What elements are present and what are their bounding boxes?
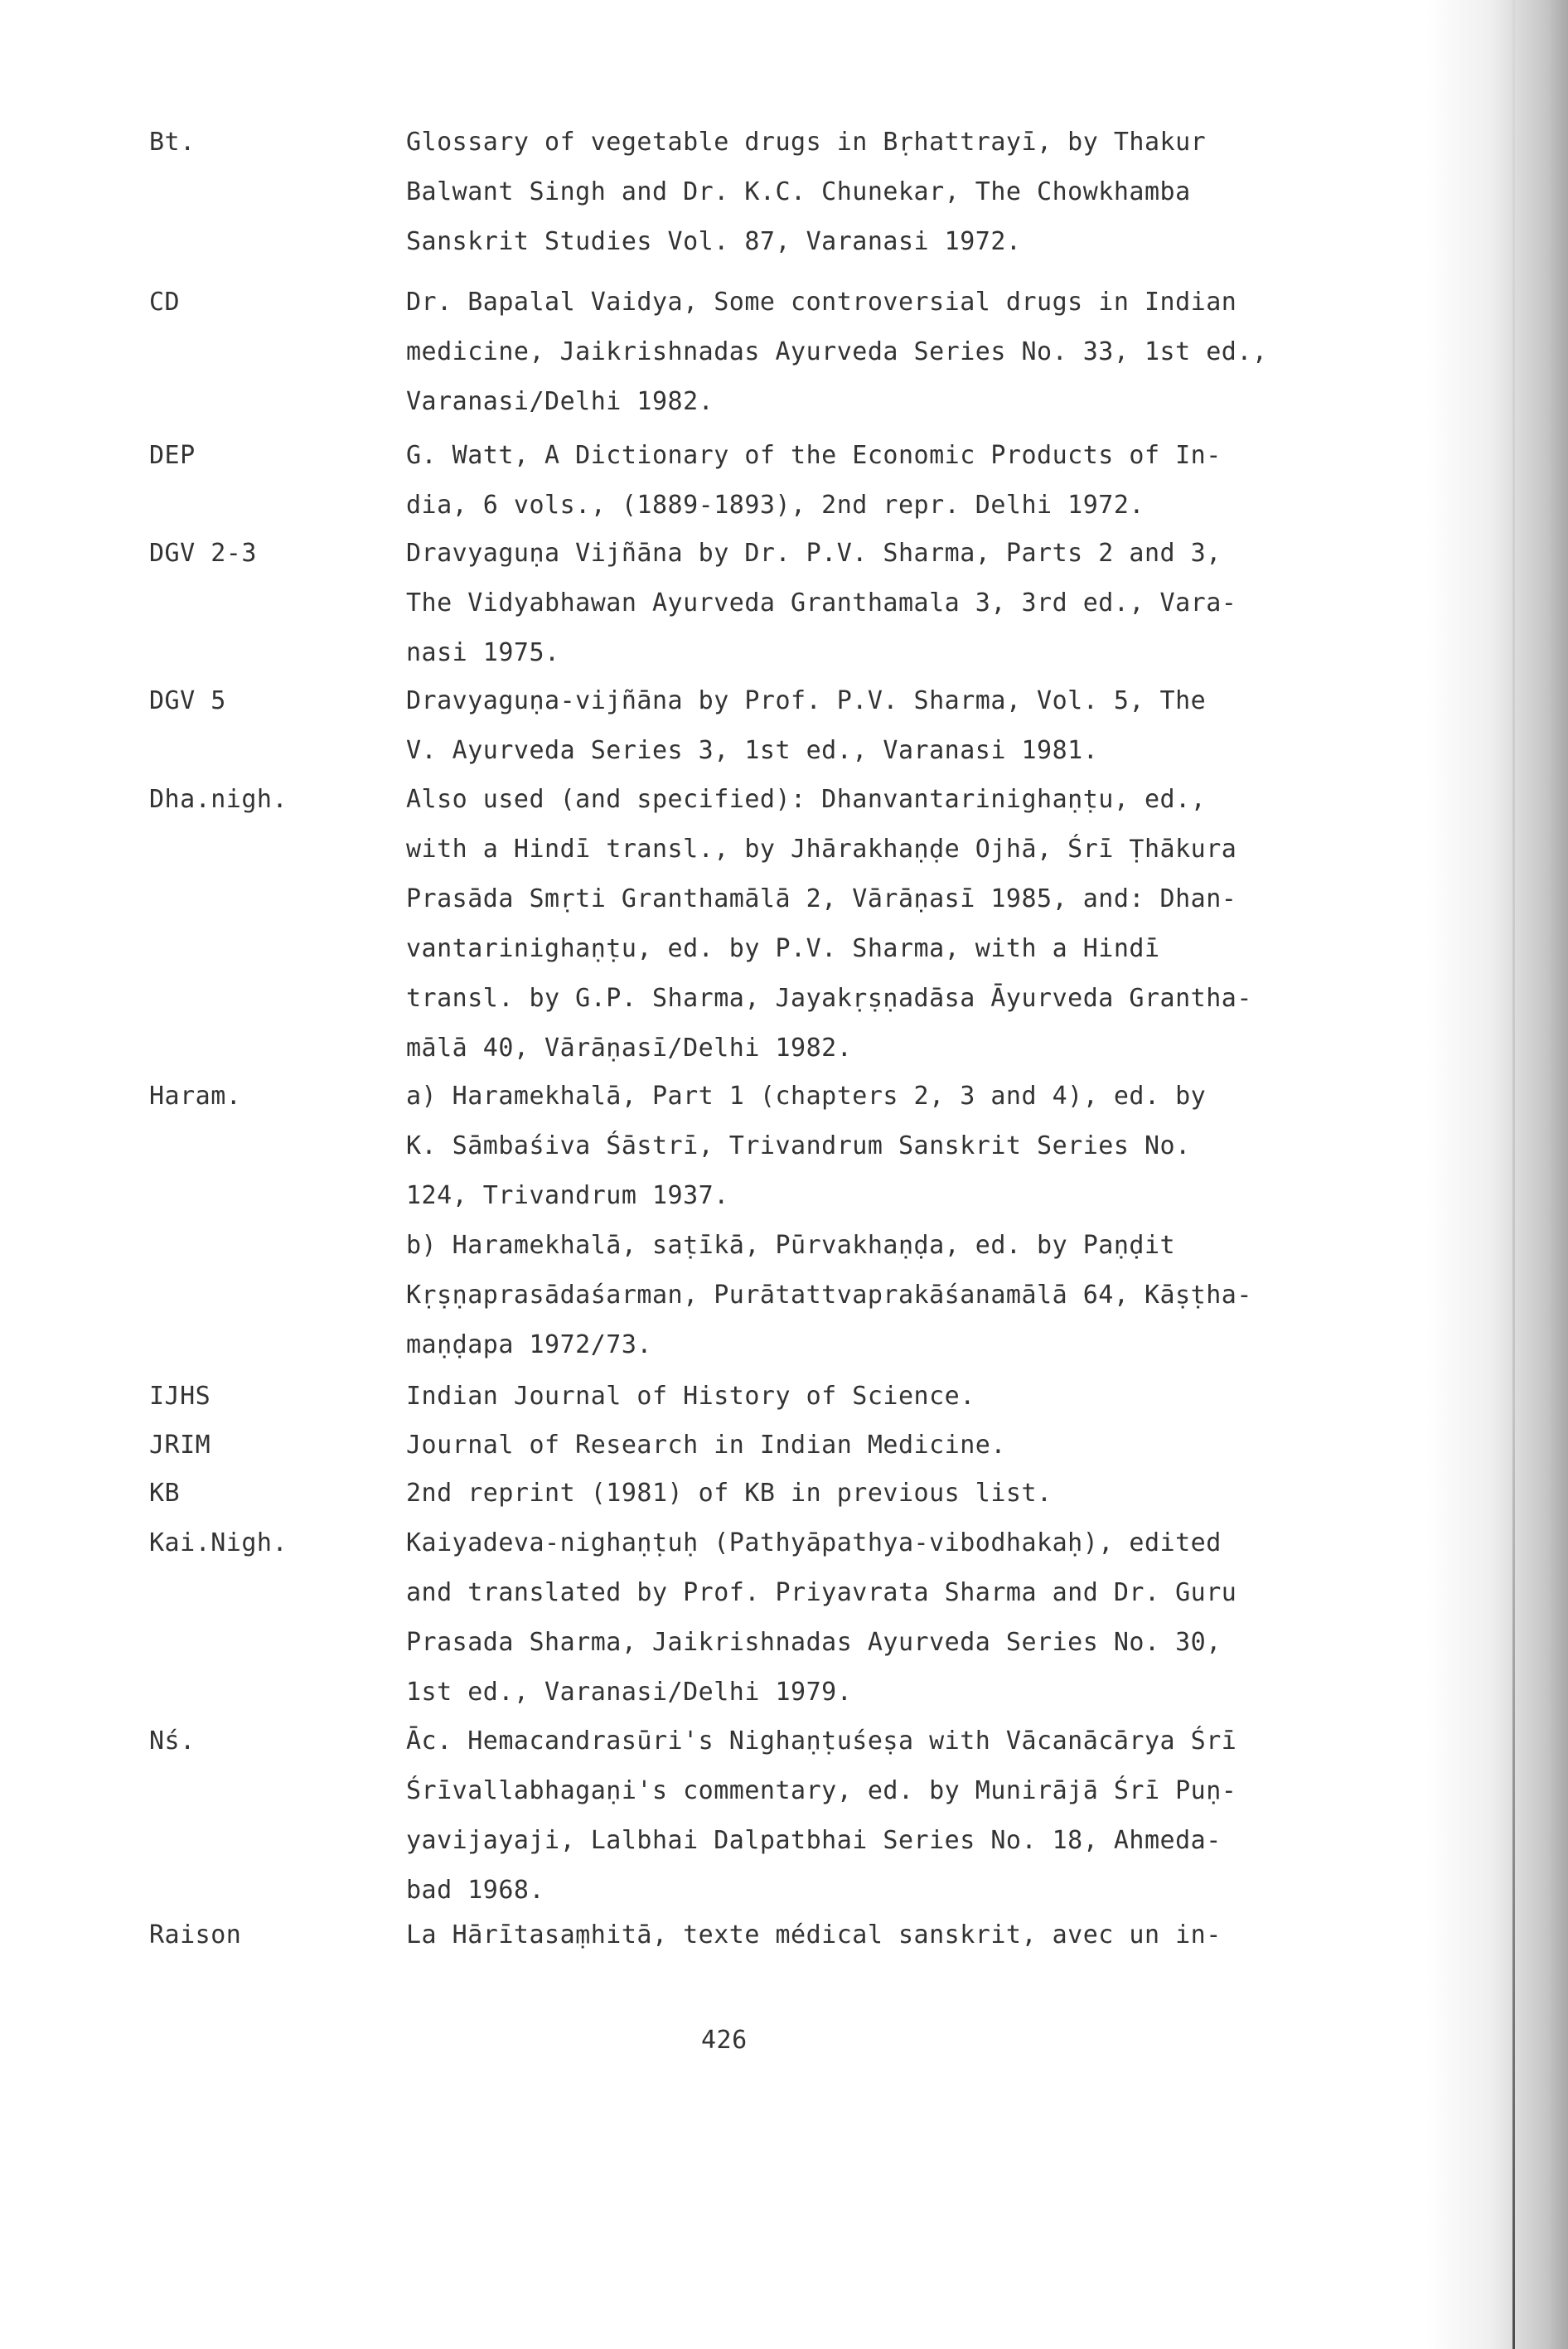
entry-description bbox=[406, 1469, 1401, 1518]
description-line: Kaiyadeva-nighaṇṭuḥ (Pathyāpathya-vibodhakaḥ), edited bbox=[406, 1528, 1222, 1557]
entry-description bbox=[406, 118, 1401, 267]
description-line: G. Watt, A Dictionary of the Economic Products of In- bbox=[406, 441, 1222, 470]
entry-abbreviation: DGV 2-3 bbox=[149, 539, 257, 568]
entry-description bbox=[406, 278, 1401, 427]
description-line: dia, 6 vols., (1889-1893), 2nd repr. Delhi 1972. bbox=[406, 491, 1145, 520]
description-line: Glossary of vegetable drugs in Bṛhattrayī, by Thakur bbox=[406, 128, 1207, 157]
description-line: nasi 1975. bbox=[406, 638, 560, 667]
entry-description bbox=[406, 1072, 1401, 1370]
entry-abbreviation: Raison bbox=[149, 1920, 242, 1949]
description-line: V. Ayurveda Series 3, 1st ed., Varanasi 1981. bbox=[406, 736, 1099, 765]
entry-abbreviation: DGV 5 bbox=[149, 686, 226, 715]
description-line: Balwant Singh and Dr. K.C. Chunekar, The Chowkhamba bbox=[406, 177, 1191, 206]
description-line: yavijayaji, Lalbhai Dalpatbhai Series No. 18, Ahmeda- bbox=[406, 1826, 1222, 1855]
entry-description bbox=[406, 1518, 1401, 1717]
description-line: transl. by G.P. Sharma, Jayakṛṣṇadāsa Āyurveda Grantha- bbox=[406, 984, 1252, 1013]
entry-description bbox=[406, 1372, 1401, 1422]
description-line: Also used (and specified): Dhanvantarinighaṇṭu, ed., bbox=[406, 785, 1207, 814]
description-line: Indian Journal of History of Science. bbox=[406, 1382, 975, 1411]
entry-abbreviation: Bt. bbox=[149, 128, 196, 157]
description-line: bad 1968. bbox=[406, 1876, 545, 1905]
description-line: vantarinighaṇṭu, ed. by P.V. Sharma, with a Hindī bbox=[406, 934, 1160, 963]
description-line: Dravyaguṇa-vijñāna by Prof. P.V. Sharma, Vol. 5, The bbox=[406, 686, 1207, 715]
description-line: b) Haramekhalā, saṭīkā, Pūrvakhaṇḍa, ed. by Paṇḍit bbox=[406, 1231, 1176, 1260]
description-line: Dravyaguṇa Vijñāna by Dr. P.V. Sharma, Parts 2 and 3, bbox=[406, 539, 1222, 568]
entry-abbreviation: Dha.nigh. bbox=[149, 785, 288, 814]
description-line: maṇḍapa 1972/73. bbox=[406, 1330, 652, 1359]
description-line: Dr. Bapalal Vaidya, Some controversial drugs in Indian bbox=[406, 288, 1237, 317]
entry-description bbox=[406, 431, 1401, 530]
entry-abbreviation: KB bbox=[149, 1479, 181, 1508]
entry-description bbox=[406, 775, 1401, 1073]
entry-abbreviation: IJHS bbox=[149, 1382, 211, 1411]
description-line: with a Hindī transl., by Jhārakhaṇḍe Ojhā, Śrī Ṭhākura bbox=[406, 835, 1237, 864]
entry-abbreviation: CD bbox=[149, 288, 181, 317]
entry-abbreviation: DEP bbox=[149, 441, 196, 470]
entry-abbreviation: Nś. bbox=[149, 1727, 196, 1756]
description-line: K. Sāmbaśiva Śāstrī, Trivandrum Sanskrit Series No. bbox=[406, 1131, 1191, 1160]
description-line: Kṛṣṇaprasādaśarman, Purātattvaprakāśanamālā 64, Kāṣṭha- bbox=[406, 1281, 1252, 1310]
description-line: 2nd reprint (1981) of KB in previous list. bbox=[406, 1479, 1053, 1508]
entry-description bbox=[406, 676, 1401, 776]
description-line: Journal of Research in Indian Medicine. bbox=[406, 1431, 1006, 1460]
entry-abbreviation: Kai.Nigh. bbox=[149, 1528, 288, 1557]
description-line: Āc. Hemacandrasūri's Nighaṇṭuśeṣa with Vācanācārya Śrī bbox=[406, 1727, 1237, 1756]
description-line: 124, Trivandrum 1937. bbox=[406, 1181, 729, 1210]
entry-abbreviation: JRIM bbox=[149, 1431, 211, 1460]
description-line: mālā 40, Vārāṇasī/Delhi 1982. bbox=[406, 1034, 853, 1063]
entry-description bbox=[406, 529, 1401, 678]
entry-abbreviation: Haram. bbox=[149, 1082, 242, 1111]
page-number: 426 bbox=[701, 2026, 748, 2055]
description-line: 1st ed., Varanasi/Delhi 1979. bbox=[406, 1678, 853, 1707]
description-line: Prasāda Smṛti Granthamālā 2, Vārāṇasī 1985, and: Dhan- bbox=[406, 884, 1237, 913]
description-line: Prasada Sharma, Jaikrishnadas Ayurveda Series No. 30, bbox=[406, 1628, 1222, 1657]
entry-description bbox=[406, 1421, 1401, 1470]
description-line: and translated by Prof. Priyavrata Sharma and Dr. Guru bbox=[406, 1578, 1237, 1607]
description-line: a) Haramekhalā, Part 1 (chapters 2, 3 and 4), ed. by bbox=[406, 1082, 1207, 1111]
description-line: The Vidyabhawan Ayurveda Granthamala 3, 3rd ed., Vara- bbox=[406, 588, 1237, 618]
description-line: Śrīvallabhagaṇi's commentary, ed. by Munirājā Śrī Puṇ- bbox=[406, 1776, 1237, 1805]
description-line: Varanasi/Delhi 1982. bbox=[406, 387, 714, 416]
description-line: La Hārītasaṃhitā, texte médical sanskrit, avec un in- bbox=[406, 1920, 1222, 1949]
entry-description bbox=[406, 1717, 1401, 1916]
description-line: medicine, Jaikrishnadas Ayurveda Series No. 33, 1st ed., bbox=[406, 337, 1268, 366]
description-line: Sanskrit Studies Vol. 87, Varanasi 1972. bbox=[406, 227, 1022, 256]
entry-description bbox=[406, 1911, 1401, 1960]
